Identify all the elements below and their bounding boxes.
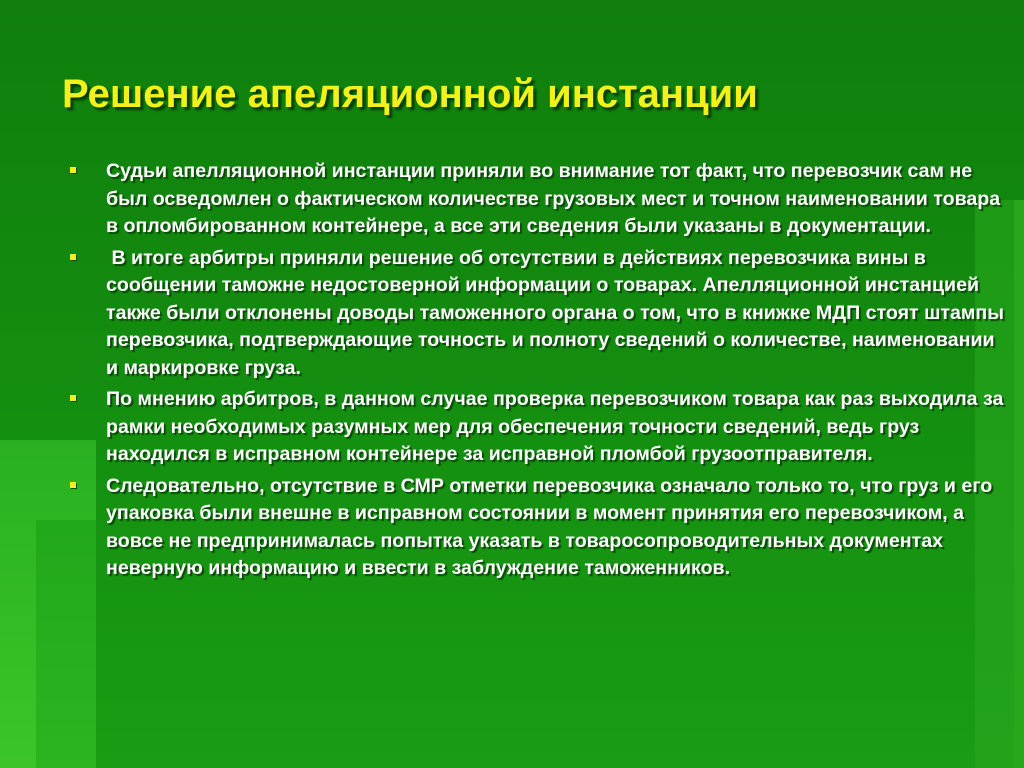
square-bullet-icon	[70, 395, 76, 401]
slide-title: Решение апеляционной инстанции	[62, 72, 758, 116]
decorative-panel-right-edge	[1014, 200, 1024, 768]
bullet-text: Судьи апелляционной инстанции приняли во внимание тот факт, что перевозчик сам не был осведомлен о фактическом количестве грузовых мест и точном наименовании товара в опломбированном контейнере, а все эти сведения были указаны в документации.	[106, 160, 1001, 237]
square-bullet-icon	[70, 254, 76, 260]
list-item	[68, 245, 1010, 383]
square-bullet-icon	[70, 167, 76, 173]
list-item	[68, 473, 1010, 583]
square-bullet-icon	[70, 482, 76, 488]
list-item	[68, 386, 1010, 469]
bullet-text: В итоге арбитры приняли решение об отсутствии в действиях перевозчика вины в сообщении таможне недостоверной информации о товарах. Апелляционной инстанцией также были отклонены доводы таможенного органа о том, что в книжке МДП стоят штампы перевозчика, подтверждающие точность и полноту сведений о количестве, наименовании и маркировке груза.	[106, 246, 1010, 379]
bullet-text: По мнению арбитров, в данном случае проверка перевозчиком товара как раз выходила за рамки необходимых разумных мер для обеспечения точности сведений, ведь груз находился в исправном контейнере за исправной пломбой грузоотправителя.	[106, 388, 1004, 465]
bullet-text: Следовательно, отсутствие в СМР отметки перевозчика означало только то, что груз и его упаковка были внешне в исправном состоянии в момент принятия его перевозчиком, а вовсе не предпринималась попытка указать в товаросопроводительных документах неверную информацию и ввести в заблуждение таможенников.	[106, 474, 993, 579]
bullet-list	[68, 158, 1010, 587]
list-item	[68, 158, 1010, 241]
